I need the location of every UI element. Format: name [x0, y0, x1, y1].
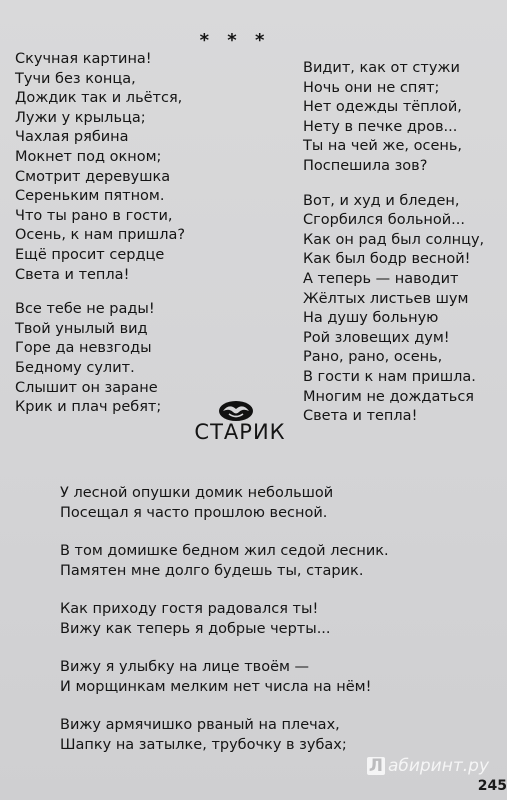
- poem-line: Слышит он заране: [15, 379, 158, 396]
- poem-line: Бедному сулит.: [15, 359, 135, 376]
- poem-line: Вот, и худ и бледен,: [303, 192, 460, 209]
- site-watermark: [367, 756, 489, 776]
- poem-line: Жёлтых листьев шум: [303, 290, 469, 307]
- poem-line: Дождик так и льётся,: [15, 90, 183, 107]
- poem-line: Вижу я улыбку на лице твоём —: [60, 659, 310, 675]
- poem-line: Что ты рано в гости,: [15, 207, 173, 224]
- poem1-right-column: [303, 59, 503, 442]
- watermark-logo-icon: Л: [368, 756, 383, 776]
- poem-line: Рой зловещих дум!: [303, 329, 450, 346]
- poem-line: Как он рад был солнцу,: [303, 231, 485, 248]
- poem1-left-column: [15, 50, 235, 433]
- poem1-stanza: [303, 192, 503, 427]
- watermark-text: абиринт.ру: [387, 756, 489, 776]
- section-stars: * * *: [199, 30, 271, 51]
- poem-line: Чахлая рябина: [15, 129, 129, 146]
- poem-line: И морщинкам мелким нет числа на нём!: [60, 679, 372, 695]
- poem-line: Памятен мне долго будешь ты, старик.: [60, 563, 364, 579]
- poem-line: Света и тепла!: [15, 266, 130, 283]
- poem-line: В гости к нам пришла.: [303, 368, 476, 385]
- poem-line: Горе да невзгоды: [15, 340, 152, 357]
- poem-line: Посещал я часто прошлою весной.: [60, 505, 328, 521]
- poem2-stanza: [60, 599, 440, 639]
- poem-line: Смотрит деревушка: [15, 168, 171, 185]
- poem-line: Поспешила зов?: [303, 157, 428, 174]
- poem-line: Крик и плач ребят;: [15, 399, 162, 416]
- page-number: 245: [477, 778, 507, 794]
- poem2-stanza: [60, 483, 440, 523]
- poem-line: Шапку на затылке, трубочку в зубах;: [60, 737, 347, 753]
- poem-line: На душу больную: [303, 310, 439, 327]
- poem-line: Многим не дождаться: [303, 388, 475, 405]
- poem-line: Как был бодр весной!: [303, 251, 471, 268]
- poem-line: Нет одежды тёплой,: [303, 99, 462, 116]
- poem-line: У лесной опушки домик небольшой: [60, 485, 334, 501]
- poem-line: Как приходу гостя радовался ты!: [60, 601, 319, 617]
- poem-line: Ещё просит сердце: [15, 246, 165, 263]
- poem-line: Видит, как от стужи: [303, 60, 460, 76]
- poem2-stanza: [60, 657, 440, 697]
- poem-line: Нету в печке дров...: [303, 118, 458, 135]
- poem-line: Вижу как теперь я добрые черты...: [60, 621, 331, 637]
- poem-line: Тучи без конца,: [15, 70, 136, 87]
- poem-line: А теперь — наводит: [303, 270, 459, 287]
- poem-line: Все тебе не рады!: [15, 301, 155, 318]
- poem-line: Сереньким пятном.: [15, 188, 165, 205]
- poem-line: Твой унылый вид: [15, 320, 148, 337]
- poem-title: СТАРИК: [194, 420, 286, 444]
- poem-line: Вижу армячишко рваный на плечах,: [60, 717, 340, 733]
- poem-line: Мокнет под окном;: [15, 148, 162, 165]
- ornament-icon: [218, 400, 254, 422]
- poem-line: Сгорбился больной...: [303, 212, 465, 229]
- poem-line: Скучная картина!: [15, 51, 152, 67]
- poem2-stanza: [60, 715, 440, 755]
- poem2-stanza: [60, 541, 440, 581]
- poem-line: Рано, рано, осень,: [303, 349, 443, 366]
- poem-line: Света и тепла!: [303, 408, 418, 425]
- poem-line: Осень, к нам пришла?: [15, 227, 186, 244]
- poem-line: Лужи у крыльца;: [15, 109, 146, 126]
- poem1-stanza: [15, 300, 235, 418]
- poem-line: Ты на чей же, осень,: [303, 138, 463, 155]
- poem1-stanza: [303, 59, 503, 177]
- poem1-stanza: [15, 50, 235, 285]
- poem-line: Ночь они не спят;: [303, 79, 440, 96]
- poem-line: В том домишке бедном жил седой лесник.: [60, 543, 389, 559]
